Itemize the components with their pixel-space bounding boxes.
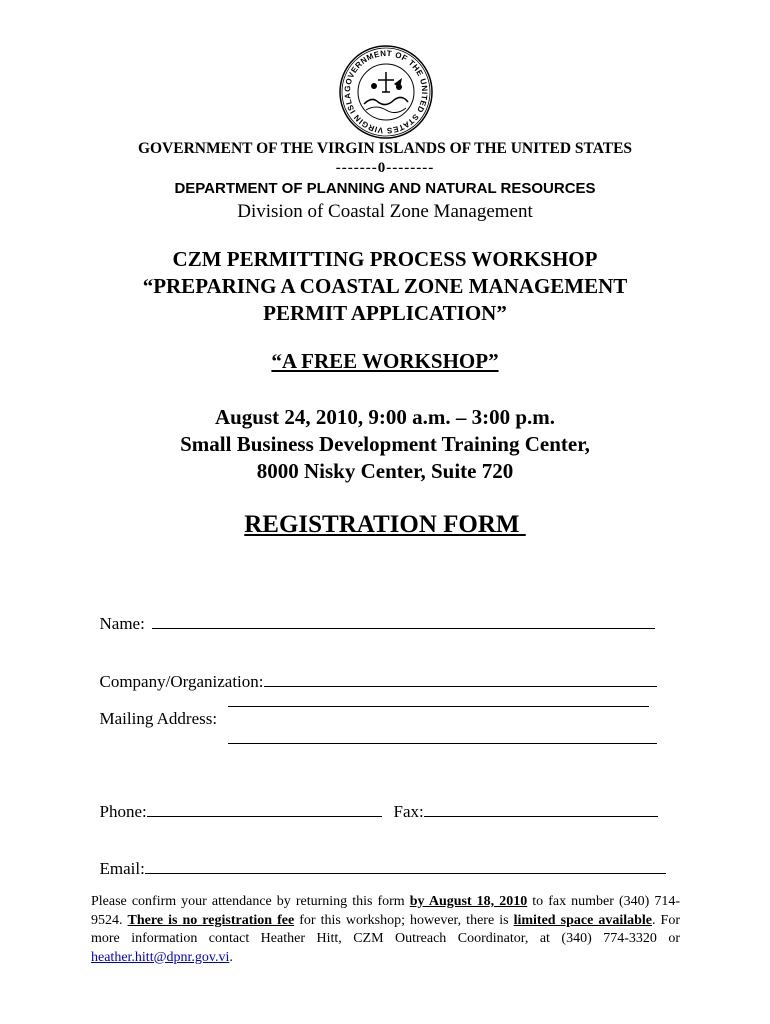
company-label: Company/Organization: [99,672,264,691]
name-input[interactable] [152,614,655,629]
registration-form-heading: REGISTRATION FORM [244,511,526,538]
note-text-2: to fax number (340) 714-9524. [91,894,681,928]
note-text-5: . [229,949,233,965]
mailing-address-input-2[interactable] [228,729,657,744]
email-field [91,839,666,879]
fax-input[interactable] [424,802,658,817]
phone-field [91,782,382,822]
deadline-text: by August 18, 2010 [409,894,528,909]
contact-email-link[interactable]: heather.hitt@dpnr.gov.vi [91,949,230,965]
government-seal [338,44,434,140]
mailing-address-field [91,689,217,729]
workshop-title [0,246,770,327]
company-input[interactable] [264,672,657,687]
department-heading: DEPARTMENT OF PLANNING AND NATURAL RESOURCES [174,180,596,197]
company-field [91,652,657,692]
workshop-date: August 24, 2010, 9:00 a.m. – 3:00 p.m. [214,405,556,429]
title-line-1: CZM PERMITTING PROCESS WORKSHOP [172,247,598,271]
seal-emblem-icon [338,44,434,140]
note-text-1: Please confirm your attendance by returning this form [91,894,410,909]
name-label: Name: [99,614,145,633]
title-line-2: “PREPARING A COASTAL ZONE MANAGEMENT [142,274,628,298]
workshop-address: 8000 Nisky Center, Suite 720 [256,459,514,483]
name-field [91,594,655,634]
workshop-venue: Small Business Development Training Center, [180,432,590,456]
confirmation-note [91,893,680,967]
mailing-address-label: Mailing Address: [99,709,218,728]
fax-label: Fax: [393,802,424,821]
note-text-3: for this workshop; however, there is [294,912,514,928]
phone-label: Phone: [99,802,147,821]
division-heading: Division of Coastal Zone Management [237,201,533,222]
email-label: Email: [99,859,145,878]
phone-input[interactable] [147,802,382,817]
workshop-details [0,404,770,485]
fax-field [385,782,658,822]
no-fee-text: There is no registration fee [127,912,295,928]
mailing-address-input-1[interactable] [228,692,649,707]
government-heading: GOVERNMENT OF THE VIRGIN ISLANDS OF THE UNITED STATES [137,140,633,157]
svg-text:GOVERNMENT OF THE UNITED STATE: GOVERNMENT OF THE UNITED STATES VIRGIN ISLA [342,48,430,136]
note-text-4: . For more information contact Heather Hitt, CZM Outreach Coordinator, at (340) 774-3320 or [91,912,681,947]
email-input[interactable] [145,859,666,874]
free-workshop-label: “A FREE WORKSHOP” [271,349,499,373]
limited-space-text: limited space available [513,912,653,928]
title-line-3: PERMIT APPLICATION” [263,301,507,325]
separator: -------0-------- [335,160,435,176]
